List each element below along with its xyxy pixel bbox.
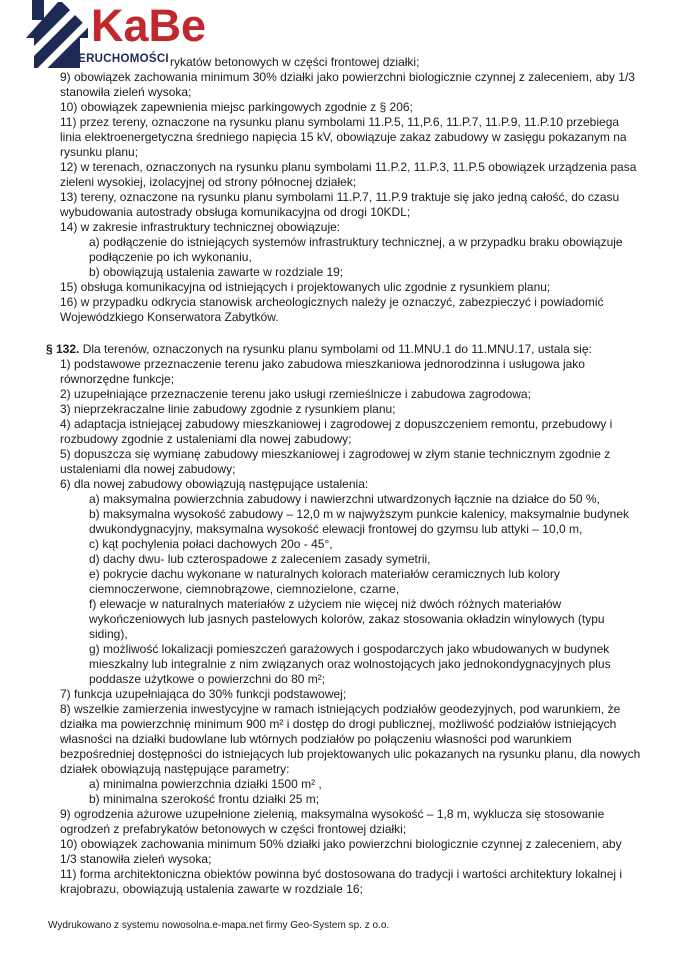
document-item: 10) obowiązek zachowania minimum 50% działki jako powierzchni biologicznie czynnej z zaleceniem, aby 1/3 stanowiła zieleń wysoka;	[60, 837, 622, 866]
document-item: 16) w przypadku odkrycia stanowisk archeologicznych należy je oznaczyć, zabezpieczyć i powiadomić Wojewódzkiego Konserwatora Zabytków.	[60, 295, 604, 324]
document-item: 2) uzupełniające przeznaczenie terenu jako usługi rzemieślnicze i zabudowa zagrodowa;	[60, 387, 531, 401]
overlapped-line-fragment: rykatów betonowych w części frontowej działki;	[170, 55, 420, 69]
document-item: b) obowiązują ustalenia zawarte w rozdziale 19;	[89, 265, 344, 279]
print-footer: Wydrukowano z systemu nowosolna.e-mapa.net firmy Geo-System sp. z o.o.	[48, 920, 390, 931]
document-item: 4) adaptacja istniejącej zabudowy mieszkaniowej i zagrodowej z dopuszczeniem remontu, przebudowy i rozbudowy zgodnie z ustaleniami dla nowej zabudowy;	[60, 417, 613, 446]
kabe-logo	[0, 0, 260, 70]
document-item: 9) ogrodzenia ażurowe uzupełnione zielenią, maksymalna wysokość – 1,8 m, wyklucza się stosowanie ogrodzeń z prefabrykatów betonowych w części frontowej działki;	[60, 807, 605, 836]
document-item: 8) wszelkie zamierzenia inwestycyjne w ramach istniejących podziałów geodezyjnych, pod warunkiem, że działka ma powierzchnię minimum 900 m² i dostęp do drogi publicznej, możliwość podziałów istniejących własności na działki budowlane lub wtórnych podziałów po połączeniu własności pod warunkiem bezpośredniej dostępności do istniejących lub projektowanych ulic pokazanych na rysunku planu, dla nowych działek obowiązują następujące parametry:	[60, 702, 641, 776]
document-item: 12) w terenach, oznaczonych na rysunku planu symbolami 11.P.2, 11.P.3, 11.P.5 obowiązek urządzenia pasa zieleni wysokiej, izolacyjnej od strony północnej działek;	[60, 160, 637, 189]
document-body	[46, 55, 641, 897]
document-item: a) maksymalna powierzchnia zabudowy i nawierzchni utwardzonych łącznie na działce do 50 %,	[89, 492, 600, 506]
document-item: 15) obsługa komunikacyjna od istniejących i projektowanych ulic zgodnie z rysunkiem planu;	[60, 280, 551, 294]
document-item: 11) forma architektoniczna obiektów powinna być dostosowana do tradycji i wartości architektury lokalnej i krajobrazu, obowiązują ustalenia zawarte w rozdziale 16;	[60, 867, 623, 896]
document-item: b) maksymalna wysokość zabudowy – 12,0 m w najwyższym punkcie kalenicy, maksymalnie budynek dwukondygnacyjny, maksymalna wysokość elewacji frontowej do gzymsu lub attyki – 10,0 m,	[89, 507, 629, 536]
document-item: f) elewacje w naturalnych materiałów z użyciem nie więcej niż dwóch różnych materiałów wykończeniowych lub jasnych pastelowych kolorów, zakaz stosowania okładzin winylowych (typu siding),	[89, 597, 605, 641]
document-item: 10) obowiązek zapewnienia miejsc parkingowych zgodnie z § 206;	[60, 100, 413, 114]
section-132-heading	[46, 342, 641, 357]
document-item: 9) obowiązek zachowania minimum 30% działki jako powierzchni biologicznie czynnej z zaleceniem, aby 1/3 stanowiła zieleń wysoka;	[60, 70, 635, 99]
document-item: 7) funkcja uzupełniająca do 30% funkcji podstawowej;	[60, 687, 347, 701]
document-item: 11) przez tereny, oznaczone na rysunku planu symbolami 11.P.5, 11,P.6, 11.P.7, 11.P.9, 11.P.10 przebiega linia elektroenergetyczna średniego napięcia 15 kV, obowiązuje zakaz zabudowy w zasięgu pokazanym na rysunku planu;	[60, 115, 627, 159]
document-item: 6) dla nowej zabudowy obowiązują następujące ustalenia:	[60, 477, 369, 491]
document-item: 3) nieprzekraczalne linie zabudowy zgodnie z rysunkiem planu;	[60, 402, 396, 416]
section-132-items	[46, 357, 641, 897]
document-item: a) podłączenie do istniejących systemów infrastruktury technicznej, a w przypadku braku obowiązuje podłączenie po ich wykonaniu,	[89, 235, 623, 264]
document-item: b) minimalna szerokość frontu działki 25 m;	[89, 792, 320, 806]
document-item: c) kąt pochylenia połaci dachowych 20o - 45°,	[89, 537, 333, 551]
document-item: e) pokrycie dachu wykonane w naturalnych kolorach materiałów ceramicznych lub kolory ciemnoczerwone, ciemnobrązowe, ciemnozielone, czarne,	[89, 567, 560, 596]
document-item: a) minimalna powierzchnia działki 1500 m² ,	[89, 777, 322, 791]
logo-subtitle-text: NIERUCHOMOŚCI	[66, 53, 169, 65]
document-item: g) możliwość lokalizacji pomieszczeń garażowych i gospodarczych jako wbudowanych w budynek mieszkalny lub integralnie z nim związanych oraz wolnostojących jako jednokondygnacyjnych plus poddasze użytkowe o powierzchni do 80 m²;	[89, 642, 611, 686]
document-item: 5) dopuszcza się wymianę zabudowy mieszkaniowej i zagrodowej w złym stanie technicznym zgodnie z ustaleniami dla nowej zabudowy;	[60, 447, 611, 476]
document-item: 14) w zakresie infrastruktury technicznej obowiązuje:	[60, 220, 341, 234]
section-132-lead-text: Dla terenów, oznaczonych na rysunku planu symbolami od 11.MNU.1 do 11.MNU.17, ustala się:	[82, 342, 592, 356]
section-132-marker: § 132.	[46, 342, 83, 356]
continued-section	[46, 70, 641, 325]
document-item: 1) podstawowe przeznaczenie terenu jako zabudowa mieszkaniowa jednorodzinna i usługowa jako równorzędne funkcje;	[60, 357, 585, 386]
document-item: 13) tereny, oznaczone na rysunku planu symbolami 11.P.7, 11.P.9 traktuje się jako jedną całość, do czasu wybudowania autostrady obsługa komunikacyjna od drogi 10KDL;	[60, 190, 620, 219]
document-item: d) dachy dwu- lub czterospadowe z zaleceniem zasady symetrii,	[89, 552, 431, 566]
logo-brand-text: KaBe	[91, 0, 207, 51]
